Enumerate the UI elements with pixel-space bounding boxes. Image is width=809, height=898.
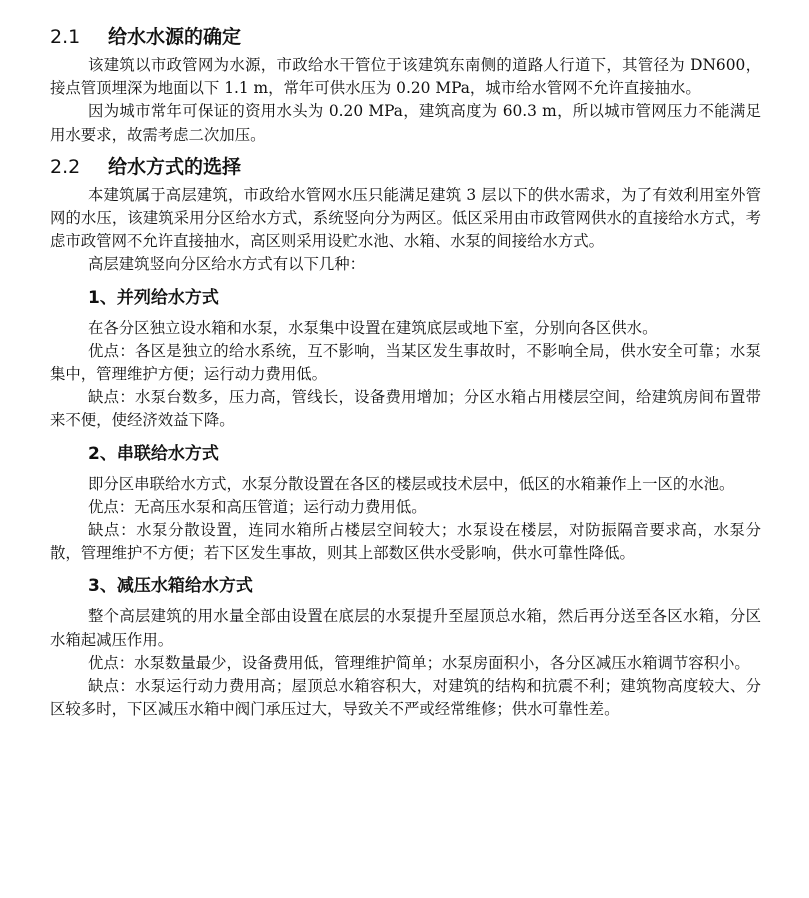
section-heading-2-2 <box>50 150 761 184</box>
section-title: 给水水源的确定 <box>108 26 242 48</box>
subsection-heading-3: 3、减压水箱给水方式 <box>88 576 253 597</box>
paragraph-disadvantages: 缺点：水泵分散设置，连同水箱所占楼层空间较大；水泵设在楼层，对防振隔音要求高，水泵分散，管理维护不方便；若下区发生事故，则其上部数区供水受影响，供水可靠性降低。 <box>50 521 761 563</box>
paragraph: 整个高层建筑的用水量全部由设置在底层的水泵提升至屋顶总水箱，然后再分送至各区水箱，分区水箱起减压作用。 <box>50 607 761 649</box>
paragraph-disadvantages: 缺点：水泵台数多，压力高，管线长，设备费用增加；分区水箱占用楼层空间，给建筑房间布置带来不便，使经济效益下降。 <box>50 388 761 430</box>
paragraph-advantages: 优点：各区是独立的给水系统，互不影响，当某区发生事故时，不影响全局，供水安全可靠；水泵集中，管理维护方便；运行动力费用低。 <box>50 341 761 384</box>
subsection-heading-2: 2、串联给水方式 <box>88 443 219 464</box>
section-title: 给水方式的选择 <box>108 155 242 178</box>
section-heading-2-1 <box>50 20 761 54</box>
section-number: 2.1 <box>50 26 81 48</box>
paragraph: 在各分区独立设水箱和水泵，水泵集中设置在建筑底层或地下室，分别向各区供水。 <box>88 318 658 337</box>
paragraph: 该建筑以市政管网为水源，市政给水干管位于该建筑东南侧的道路人行道下，其管径为 DN600，接点管顶埋深为地面以下 1.1 m，常年可供水压为 0.20 MPa，城市给水管网不允许直接抽水。 <box>50 56 761 98</box>
section-number: 2.2 <box>50 155 81 178</box>
paragraph-advantages: 优点：水泵数量最少，设备费用低，管理维护简单；水泵房面积小，各分区减压水箱调节容积小。 <box>88 653 750 672</box>
paragraph: 高层建筑竖向分区给水方式有以下几种： <box>88 255 366 274</box>
paragraph: 因为城市常年可保证的资用水头为 0.20 MPa，建筑高度为 60.3 m，所以城市管网压力不能满足用水要求，故需考虑二次加压。 <box>50 102 761 144</box>
paragraph: 本建筑属于高层建筑，市政给水管网水压只能满足建筑 3 层以下的供水需求，为了有效利用室外管网的水压，该建筑采用分区给水方式，系统竖向分为两区。低区采用由市政管网供水的直接给水方式，考虑市政管网不允许直接抽水，高区则采用设贮水池、水箱、水泵的间接给水方式。 <box>50 185 761 251</box>
paragraph: 即分区串联给水方式，水泵分散设置在各区的楼层或技术层中，低区的水箱兼作上一区的水池。 <box>88 474 735 493</box>
paragraph-advantages: 优点：无高压水泵和高压管道；运行动力费用低。 <box>88 497 427 516</box>
paragraph-disadvantages: 缺点：水泵运行动力费用高；屋顶总水箱容积大，对建筑的结构和抗震不利；建筑物高度较大、分区较多时，下区减压水箱中阀门承压过大，导致关不严或经常维修；供水可靠性差。 <box>50 677 761 719</box>
subsection-heading-1: 1、并列给水方式 <box>88 287 219 308</box>
